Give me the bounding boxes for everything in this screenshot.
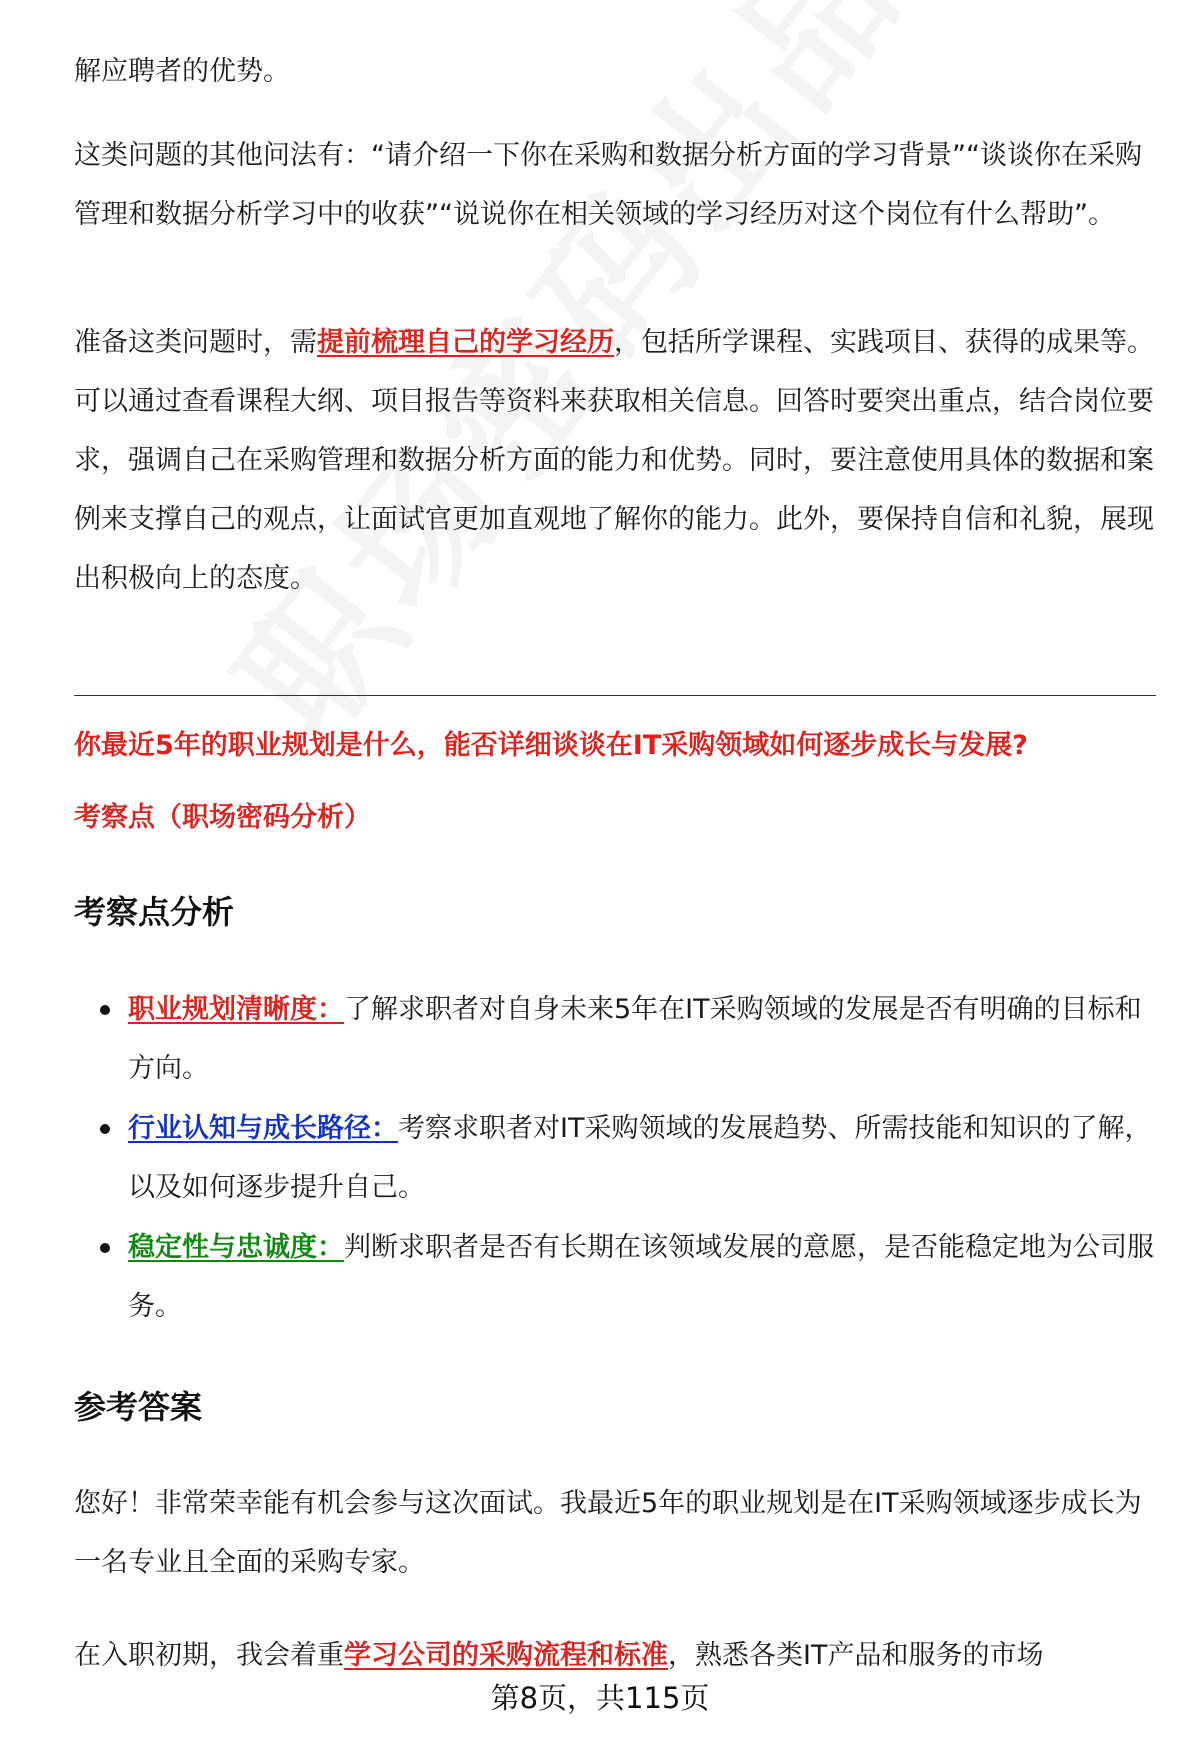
- bullet-icon: [100, 1005, 110, 1015]
- answer-paragraph-2: [74, 1626, 1154, 1685]
- page-footer: 第8页，共115页: [490, 1681, 710, 1715]
- answer-heading: 参考答案: [74, 1388, 203, 1426]
- analysis-item-label: 职业规划清晰度：: [128, 994, 344, 1025]
- alt-questions-paragraph: 这类问题的其他问法有：“请介绍一下你在采购和数据分析方面的学习背景”“谈谈你在采购管理和数据分析学习中的收获”“说说你在相关领域的学习经历对这个岗位有什么帮助”。: [74, 140, 1142, 230]
- question-subtitle: 考察点（职场密码分析）: [74, 802, 371, 833]
- list-item: [128, 980, 1158, 1098]
- answer-paragraph-1: 您好！非常荣幸能有机会参与这次面试。我最近5年的职业规划是在IT采购领域逐步成长为一名专业且全面的采购专家。: [74, 1488, 1142, 1578]
- answer-p2-highlight: 学习公司的采购流程和标准: [344, 1640, 668, 1671]
- analysis-heading: 考察点分析: [74, 893, 235, 931]
- prep-before: 准备这类问题时，需: [74, 327, 317, 358]
- interview-question: 你最近5年的职业规划是什么，能否详细谈谈在IT采购领域如何逐步成长与发展?: [74, 730, 1028, 761]
- answer-p2-after: ，熟悉各类IT产品和服务的市场: [668, 1640, 1044, 1671]
- answer-p2-before: 在入职初期，我会着重: [74, 1640, 344, 1671]
- analysis-item-text: 了解求职者对自身未来5年在IT采购领域的发展是否有明确的目标和方向。: [128, 994, 1142, 1084]
- analysis-item-label: 稳定性与忠诚度：: [128, 1232, 344, 1263]
- bullet-icon: [100, 1243, 110, 1253]
- section-divider: [74, 695, 1156, 696]
- prep-after: ，包括所学课程、实践项目、获得的成果等。可以通过查看课程大纲、项目报告等资料来获取相关信息。回答时要突出重点，结合岗位要求，强调自己在采购管理和数据分析方面的能力和优势。同时，要注意使用具体的数据和案例来支撑自己的观点，让面试官更加直观地了解你的能力。此外，要保持自信和礼貌，展现出积极向上的态度。: [74, 327, 1154, 594]
- list-item: [128, 1218, 1158, 1336]
- bullet-icon: [100, 1124, 110, 1134]
- list-item: [128, 1099, 1158, 1217]
- analysis-item-text: 判断求职者是否有长期在该领域发展的意愿，是否能稳定地为公司服务。: [128, 1232, 1154, 1322]
- analysis-item-text: 考察求职者对IT采购领域的发展趋势、所需技能和知识的了解，以及如何逐步提升自己。: [128, 1113, 1152, 1203]
- analysis-list: [128, 980, 1158, 1337]
- prep-highlight: 提前梳理自己的学习经历: [317, 327, 614, 358]
- intro-tail: 解应聘者的优势。: [74, 56, 290, 87]
- prep-paragraph: [74, 313, 1154, 608]
- analysis-item-label: 行业认知与成长路径：: [128, 1113, 398, 1144]
